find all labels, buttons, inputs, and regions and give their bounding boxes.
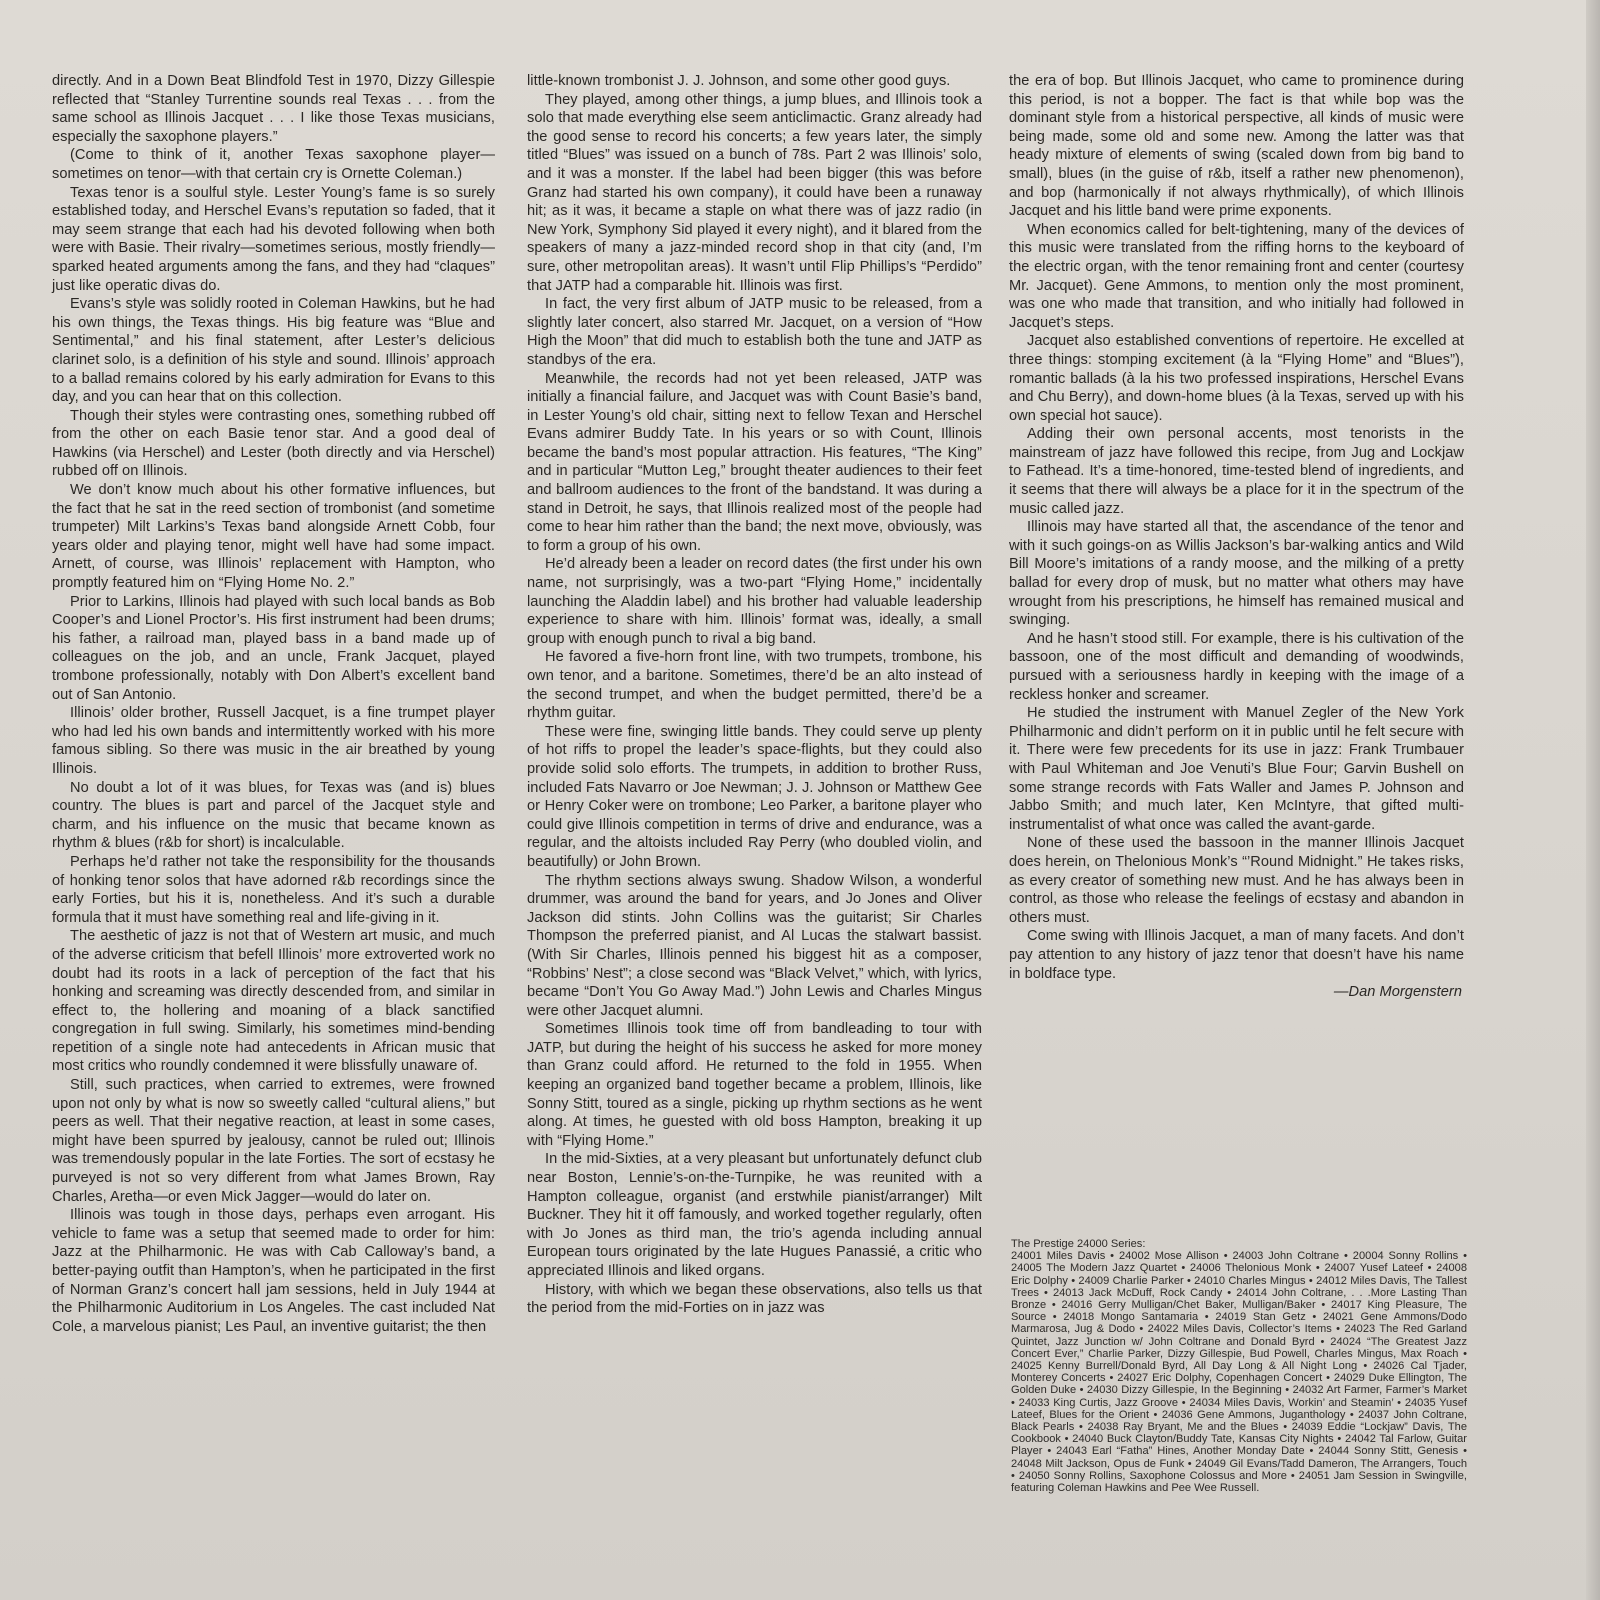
- paragraph: He’d already been a leader on record dates (the first under his own name, not surprisingly, was a two-part “Flying Home,” incidentally launching the Aladdin label) and his brother had valuable leadership experience to share with him. Illinois’ format was, ideally, a small group with enough punch to rival a big band.: [527, 556, 982, 647]
- paragraph: little-known trombonist J. J. Johnson, and some other good guys.: [527, 73, 951, 89]
- paragraph: Meanwhile, the records had not yet been released, JATP was initially a financial failure, and Jacquet was with Count Basie’s band, in Lester Young’s old chair, sitting next to fellow Texan and Herschel Evans admirer Buddy Tate. In his years or so with Count, Illinois became the band’s most popular attraction. His features, “The King” and in particular “Mutton Leg,” brought theater audiences to their feet and ballroom audiences to the front of the bandstand. It was during a stand in Detroit, he says, that Illinois realized most of the people had come to hear him rather than the band; the next move, obviously, was to form a group of his own.: [527, 370, 982, 554]
- paragraph: the era of bop. But Illinois Jacquet, who came to prominence during this period, is not a bopper. The fact is that while bop was the dominant style from a historical perspective, all kinds of music were being made, some old and some new. Among the latter was that heady mixture of elements of swing (scaled down from big band to small), blues (in the guise of r&b, itself a rather new phenomenon), and bop (harmonically if not always rhythmically), of which Illinois Jacquet and his little band were prime exponents.: [1009, 73, 1464, 220]
- paragraph: directly. And in a Down Beat Blindfold Test in 1970, Dizzy Gillespie reflected that “Stanley Turrentine sounds real Texas . . . from the same school as Illinois Jacquet . . . I like those Texas musicians, especially the saxophone players.”: [52, 73, 495, 145]
- paragraph: Texas tenor is a soulful style. Lester Young’s fame is so surely established today, and Herschel Evans’s reputation so faded, that it may seem strange that each had his devoted following when both were with Basie. Their rivalry—sometimes serious, mostly friendly—sparked heated arguments among the fans, and they had “claques” just like operatic divas do.: [52, 184, 495, 294]
- text-column-3: [1009, 72, 1464, 1002]
- text-column-1: [52, 72, 495, 1336]
- paragraph: (Come to think of it, another Texas saxophone player—sometimes on tenor—with that certain cry is Ornette Coleman.): [52, 147, 495, 182]
- paragraph: He studied the instrument with Manuel Zegler of the New York Philharmonic and didn’t perform on it in public until he felt secure with it. There were few precedents for its use in jazz: Frank Trumbauer with Paul Whiteman and Joe Venuti’s Blue Four; Garvin Bushell on some strange records with Fats Waller and James P. Johnson and Jabbo Smith; and much later, Ken McIntyre, that gifted multi-instrumentalist of what once was called the avant-garde.: [1009, 705, 1464, 833]
- paragraph: When economics called for belt-tightening, many of the devices of this music were translated from the riffing horns to the keyboard of the electric organ, with the tenor remaining front and center (courtesy Mr. Jacquet). Gene Ammons, to mention only the most prominent, was one who made that transition, and who initially had followed in Jacquet’s steps.: [1009, 221, 1464, 331]
- paragraph: Sometimes Illinois took time off from bandleading to tour with JATP, but during the height of his success he asked for more money than Granz could afford. He returned to the fold in 1955. When keeping an organized band together became a problem, Illinois, like Sonny Stitt, toured as a single, picking up rhythm sections as he went along. At times, he guested with old boss Hampton, breaking it up with “Flying Home.”: [527, 1021, 982, 1149]
- paragraph: Evans’s style was solidly rooted in Coleman Hawkins, but he had his own things, the Texas things. His big feature was “Blue and Sentimental,” and his final statement, after Lester’s delicious clarinet solo, is a definition of his style and sound. Illinois’ approach to a ballad remains colored by his early admiration for Evans to this day, and you can hear that on this collection.: [52, 296, 495, 406]
- paragraph: And he hasn’t stood still. For example, there is his cultivation of the bassoon, one of the most difficult and demanding of woodwinds, pursued with a seriousness hardly in keeping with the image of a reckless honker and screamer.: [1009, 630, 1464, 703]
- paragraph: Though their styles were contrasting ones, something rubbed off from the other on each Basie tenor star. And a good deal of Hawkins (via Herschel) and Lester (both directly and via Herschel) rubbed off on Illinois.: [52, 407, 495, 480]
- paragraph: Illinois may have started all that, the ascendance of the tenor and with it such goings-on as Willis Jackson’s bar-walking antics and Wild Bill Moore’s imitations of a randy moose, and the milking of a pretty ballad for every drop of musk, but no matter what others may have wrought from his prescriptions, he himself has remained musical and swinging.: [1009, 519, 1464, 629]
- series-listing: 24001 Miles Davis • 24002 Mose Allison • 24003 John Coltrane • 20004 Sonny Rollins • 24005 The Modern Jazz Quartet • 24006 Thelonious Monk • 24007 Yusef Lateef • 24008 Eric Dolphy • 24009 Charlie Parker • 24010 Charles Mingus • 24012 Miles Davis, The Tallest Trees • 24013 Jack McDuff, Rock Candy • 24014 John Coltrane, . . .More Lasting Than Bronze • 24016 Gerry Mulligan/Chet Baker, Mulligan/Baker • 24017 King Pleasure, The Source • 24018 Mongo Santamaria • 24019 Stan Getz • 24021 Gene Ammons/Dodo Marmarosa, Jug & Dodo • 24022 Miles Davis, Collector’s Items • 24023 The Red Garland Quintet, Jazz Junction w/ John Coltrane and Donald Byrd • 24024 “The Greatest Jazz Concert Ever,” Charlie Parker, Dizzy Gillespie, Bud Powell, Charles Mingus, Max Roach • 24025 Kenny Burrell/Donald Byrd, All Day Long & All Night Long • 24026 Cal Tjader, Monterey Concerts • 24027 Eric Dolphy, Copenhagen Concert • 24029 Duke Ellington, The Golden Duke • 24030 Dizzy Gillespie, In the Beginning • 24032 Art Farmer, Farmer’s Market • 24033 King Curtis, Jazz Groove • 24034 Miles Davis, Workin’ and Steamin’ • 24035 Yusef Lateef, Blues for the Orient • 24036 Gene Ammons, Juganthology • 24037 John Coltrane, Black Pearls • 24038 Ray Bryant, Me and the Blues • 24039 Eddie “Lockjaw” Davis, The Cookbook • 24040 Buck Clayton/Buddy Tate, Kansas City Nights • 24042 Tal Farlow, Guitar Player • 24043 Earl “Fatha” Hines, Another Monday Date • 24044 Sonny Stitt, Genesis • 24048 Milt Jackson, Opus de Funk • 24049 Gil Evans/Tadd Dameron, The Arrangers, Touch • 24050 Sonny Rollins, Saxophone Colossus and More • 24051 Jam Session in Swingville, featuring Coleman Hawkins and Pee Wee Russell.: [1011, 1250, 1467, 1495]
- paragraph: The aesthetic of jazz is not that of Western art music, and much of the adverse criticism that befell Illinois’ more extroverted work no doubt had its roots in a lack of perception of the fact that his honking and screaming was directly descended from, and similar in effect to, the hollering and moaning of a black sanctified congregation in full swing. Similarly, his sometimes mind-bending repetition of a single note had antecedents in African music that most critics who roundly condemned it were blissfully unaware of.: [52, 928, 495, 1075]
- paragraph: In fact, the very first album of JATP music to be released, from a slightly later concert, also starred Mr. Jacquet, on a version of “How High the Moon” that did much to establish both the tune and JATP as standbys of the era.: [527, 296, 982, 368]
- paragraph: No doubt a lot of it was blues, for Texas was (and is) blues country. The blues is part and parcel of the Jacquet style and charm, and his influence on the music that became known as rhythm & blues (r&b for short) is incalculable.: [52, 779, 495, 852]
- paragraph: Illinois was tough in those days, perhaps even arrogant. His vehicle to fame was a setup that seemed made to order for him: Jazz at the Philharmonic. He was with Cab Calloway’s band, a better-paying outfit than Hampton’s, when he participated in the first of Norman Granz’s concert hall jam sessions, held in July 1944 at the Philharmonic Auditorium in Los Angeles. The cast included Nat Cole, a marvelous pianist; Les Paul, an inventive guitarist; the then: [52, 1207, 495, 1335]
- series-title: The Prestige 24000 Series:: [1011, 1238, 1146, 1250]
- page-edge: [1586, 0, 1600, 1600]
- paragraph: They played, among other things, a jump blues, and Illinois took a solo that made everything else seem anticlimactic. Granz already had the good sense to record his concerts; a few years later, the simply titled “Blues” was issued on a bunch of 78s. Part 2 was Illinois’ solo, and it was a monster. If the label had been bigger (this was before Granz had started his own company), it could have been a runaway hit; as it was, it became a staple on what there was of jazz radio (in New York, Symphony Sid played it every night), and it blared from the speakers of many a jazz-minded record shop in that city (and, I’m sure, other metropolitan areas). It wasn’t until Flip Phillips’s “Perdido” that JATP had a comparable hit. Illinois was first.: [527, 91, 982, 294]
- paragraph: Still, such practices, when carried to extremes, were frowned upon not only by what is now so sweetly called “cultural aliens,” but peers as well. That their negative reaction, at least in some cases, might have been spurred by jealousy, cannot be ruled out; Illinois was tremendously popular in the late Forties. The sort of ecstasy he purveyed is not so very different from what James Brown, Ray Charles, Aretha—or even Mick Jagger—would do later on.: [52, 1077, 495, 1205]
- prestige-series-list: [1011, 1238, 1467, 1494]
- paragraph: The rhythm sections always swung. Shadow Wilson, a wonderful drummer, was around the band for years, and Jo Jones and Oliver Jackson did stints. John Collins was the guitarist; Sir Charles Thompson the preferred pianist, and Al Lucas the stalwart bassist. (With Sir Charles, Illinois penned his biggest hit as a composer, “Robbins’ Nest”; a close second was “Black Velvet,” which, with lyrics, became “Don’t You Go Away Mad.”) John Lewis and Charles Mingus were other Jacquet alumni.: [527, 872, 982, 1019]
- paragraph: History, with which we began these observations, also tells us that the period from the mid-Forties on in jazz was: [527, 1281, 982, 1317]
- paragraph: None of these used the bassoon in the manner Illinois Jacquet does herein, on Thelonious Monk’s “’Round Midnight.” He takes risks, as every creator of something new must. And he has always been in control, as those who release the feelings of ecstasy and abandon in others must.: [1009, 835, 1464, 926]
- text-column-2: [527, 72, 982, 1318]
- paragraph: Prior to Larkins, Illinois had played with such local bands as Bob Cooper’s and Lionel Proctor’s. His first instrument had been drums; his father, a railroad man, played bass in a band made up of colleagues on the job, and an uncle, Frank Jacquet, played trombone professionally, notably with Don Albert’s excellent band out of San Antonio.: [52, 593, 495, 703]
- paragraph: Jacquet also established conventions of repertoire. He excelled at three things: stomping excitement (à la “Flying Home” and “Blues”), romantic ballads (à la his two professed inspirations, Herschel Evans and Chu Berry), and down-home blues (à la Texas, served up with his own special hot sauce).: [1009, 333, 1464, 424]
- paragraph: These were fine, swinging little bands. They could serve up plenty of hot riffs to propel the leader’s space-flights, but they could also provide solid solo efforts. The trumpets, in addition to brother Russ, included Fats Navarro or Joe Newman; J. J. Johnson or Matthew Gee or Henry Coker were on trombone; Leo Parker, a baritone player who could give Illinois competition in terms of drive and endurance, was a regular, and the altoists included Ray Perry (who doubled violin, and beautifully) or John Brown.: [527, 723, 982, 870]
- paragraph: In the mid-Sixties, at a very pleasant but unfortunately defunct club near Boston, Lennie’s-on-the-Turnpike, he was reunited with a Hampton colleague, organist (and erstwhile pianist/arranger) Milt Buckner. They hit it off famously, and worked together regularly, often with Jo Jones as third man, the trio’s agenda including annual European tours originated by the late Hugues Panassié, a critic who appreciated Illinois and liked organs.: [527, 1151, 982, 1279]
- author-signature: —Dan Morgenstern: [1333, 984, 1462, 1001]
- paragraph: Perhaps he’d rather not take the responsibility for the thousands of honking tenor solos that have adorned r&b recordings since the early Forties, but his it is, nonetheless. And it’s such a durable formula that it must have something real and life-giving in it.: [52, 853, 495, 926]
- paragraph: Come swing with Illinois Jacquet, a man of many facets. And don’t pay attention to any history of jazz tenor that doesn’t have his name in boldface type.: [1009, 928, 1464, 982]
- paragraph: Adding their own personal accents, most tenorists in the mainstream of jazz have followed this recipe, from Jug and Lockjaw to Fathead. It’s a time-honored, time-tested blend of ingredients, and it seems that there will always be a place for it in the spectrum of the music called jazz.: [1009, 426, 1464, 517]
- paragraph: We don’t know much about his other formative influences, but the fact that he sat in the reed section of trombonist (and sometime trumpeter) Milt Larkins’s Texas band alongside Arnett Cobb, four years older and playing tenor, might well have had some impact. Arnett, of course, was Illinois’ replacement with Hampton, who promptly featured him on “Flying Home No. 2.”: [52, 482, 495, 592]
- paragraph: Illinois’ older brother, Russell Jacquet, is a fine trumpet player who had led his own bands and intermittently worked with his more famous sibling. So there was music in the air breathed by young Illinois.: [52, 705, 495, 777]
- paragraph: He favored a five-horn front line, with two trumpets, trombone, his own tenor, and a baritone. Sometimes, there’d be an alto instead of the second trumpet, and when the budget permitted, there’d be a rhythm guitar.: [527, 649, 982, 722]
